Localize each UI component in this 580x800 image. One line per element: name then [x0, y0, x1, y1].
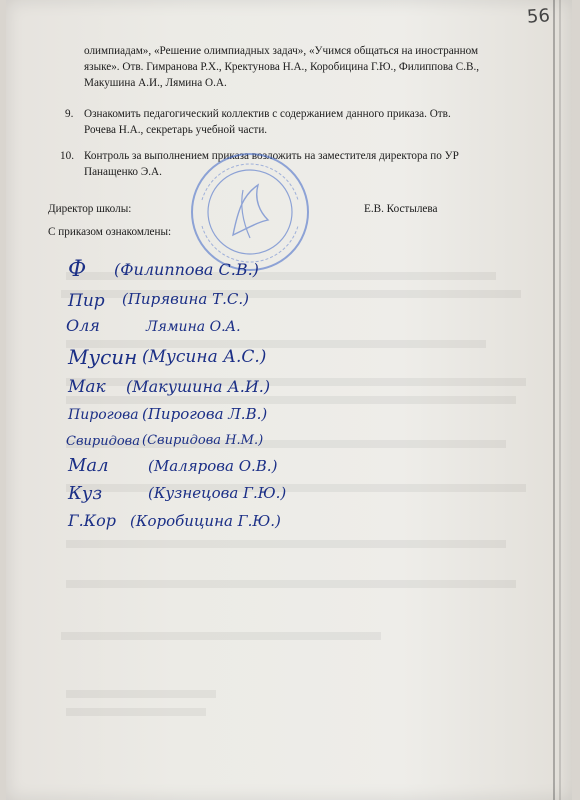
item-number: 10.: [60, 150, 74, 162]
signature-name: Лямина О.А.: [146, 319, 241, 335]
signature-name: (Пирявина Т.С.): [122, 290, 249, 308]
svg-text:Мак: Мак: [68, 377, 106, 397]
signature: [68, 505, 328, 539]
signature-entry: [68, 340, 328, 374]
signature-entry: [68, 254, 328, 288]
svg-text:Оля: Оля: [66, 316, 100, 335]
director-name: Е.В. Костылева: [364, 203, 438, 215]
text-line: Панащенко Э.А.: [84, 166, 162, 178]
svg-text:Мал: Мал: [68, 455, 109, 476]
signature-entry: [68, 505, 328, 539]
svg-text:Мусин: Мусин: [68, 345, 138, 369]
signature-name: (Пирогова Л.В.): [142, 405, 268, 423]
signature-name: (Филиппова С.В.): [114, 260, 259, 279]
svg-text:Пир: Пир: [68, 291, 105, 311]
signature-name: (Коробицина Г.Ю.): [130, 512, 281, 530]
text-line: языке». Отв. Гимранова Р.Х., Кректунова Н.А., Коробицина Г.Ю., Филиппова С.В.,: [84, 61, 480, 73]
document-page: [6, 0, 572, 800]
svg-text:Куз: Куз: [68, 483, 103, 504]
acquainted-label: С приказом ознакомлены:: [48, 226, 172, 238]
page-fold: [559, 0, 561, 800]
text-line: Макушина А.И., Лямина О.А.: [84, 77, 227, 89]
svg-text:Ф: Ф: [68, 257, 87, 282]
text-line: Рочева Н.А., секретарь учебной части.: [84, 124, 268, 136]
signature-name: (Малярова О.В.): [148, 457, 278, 475]
svg-text:Пирогова: Пирогова: [68, 407, 139, 423]
text-line: Ознакомить педагогический коллектив с содержанием данного приказа. Отв.: [84, 108, 451, 120]
director-label: Директор школы:: [48, 203, 132, 215]
signature: [68, 340, 328, 374]
signature-name: (Свиридова Н.М.): [142, 433, 264, 448]
signature-name: (Мусина А.С.): [142, 347, 267, 367]
page-number: 56: [526, 5, 551, 28]
svg-text:Свиридова: Свиридова: [66, 434, 140, 449]
item-continuation: [84, 43, 524, 91]
item-number: 9.: [65, 108, 74, 120]
svg-text:Г.Кор: Г.Кор: [68, 511, 116, 530]
text-line: Контроль за выполнением приказа возложить на заместителя директора по УР: [84, 150, 459, 162]
signature-name: (Кузнецова Г.Ю.): [148, 484, 287, 502]
text-line: олимпиадам», «Решение олимпиадных задач», «Учимся общаться на иностранном: [84, 45, 479, 57]
page-fold: [553, 0, 555, 800]
signature-name: (Макушина А.И.): [126, 377, 271, 396]
item-9: [84, 106, 524, 138]
signature: [68, 254, 328, 288]
